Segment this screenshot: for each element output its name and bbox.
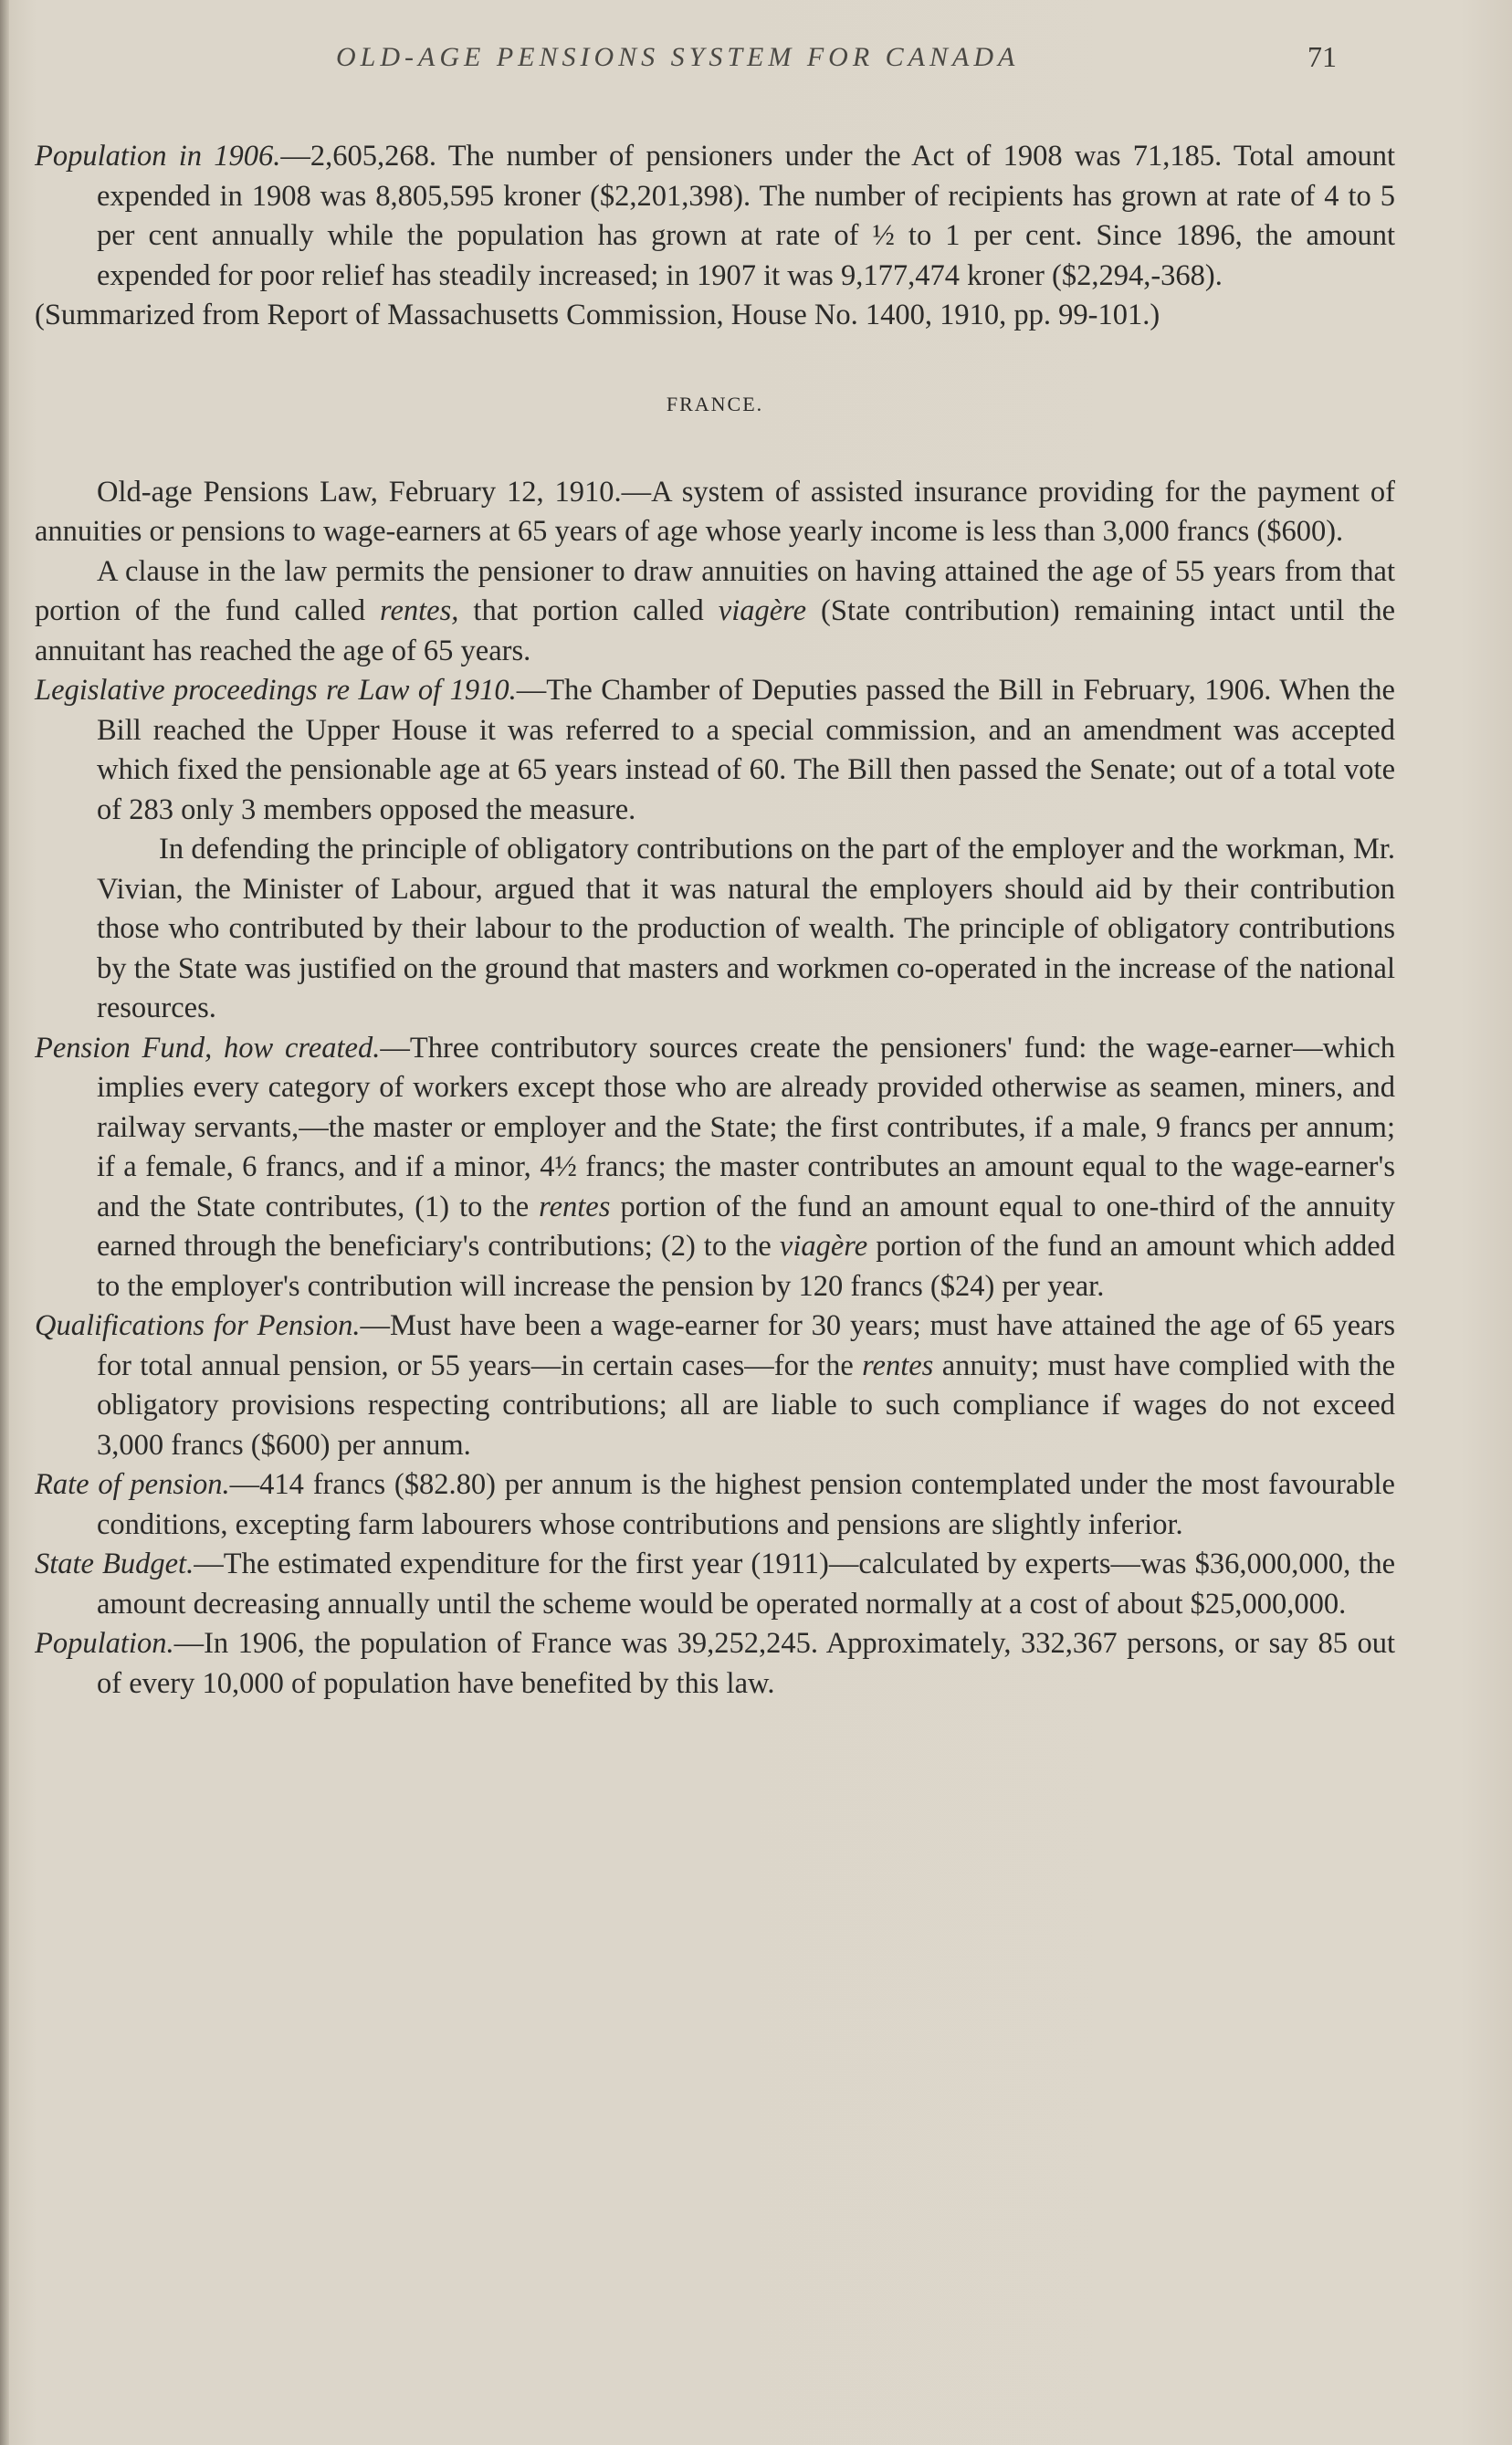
term-rentes-qual: rentes (862, 1348, 934, 1382)
qual-text-2: annuity; must have complied with the obligatory provisions respecting contributions; all are liable to such compliance if wages do not exceed 3,000 francs ($600) per annum. (97, 1348, 1395, 1462)
text-legislative: —The Chamber of Deputies passed the Bill in February, 1906. When the Bill reached the Upper House it was referred to a special commission, and an amendment was accepted which fixed the pensionable age at 65 years instead of 60. The Bill then passed the Senate; out of a total vote of 283 only 3 members opposed the measure. (97, 674, 1395, 826)
text-state-budget: —The estimated expenditure for the first year (1911)—calculated by experts—was $36,000,000, the amount decreasing annually until the scheme would be operated normally at a cost of about $25,000,000. (97, 1548, 1395, 1621)
text-population-france: —In 1906, the population of France was 39,252,245. Approximately, 332,367 persons, or say 85 out of every 10,000 of population have benefited by this law. (97, 1627, 1395, 1700)
heading-legislative: Legislative proceedings re Law of 1910. (35, 674, 517, 707)
term-viagere: viagère (718, 594, 807, 627)
fund-text-1: —Three contributory sources create the pensioners' fund: the wage-earner—which implies every category of workers except those who are already provided otherwise as seamen, miners, and railway servants,—the master or employer and the State; the first contributes, if a male, 9 francs per annum; if a female, 6 francs, and if a minor, 4½ francs; the master contributes an amount equal to the wage-earner's and the State contributes, (1) to the (97, 1031, 1395, 1223)
paragraph-legislative (35, 671, 1395, 830)
heading-population-france: Population. (35, 1627, 174, 1660)
term-rentes-fund: rentes (539, 1190, 611, 1223)
paragraph-population-france (35, 1624, 1395, 1704)
paragraph-state-budget (35, 1545, 1395, 1624)
fund-text-2: portion of the fund an amount equal to one-third of the annuity earned through the beneficiary's contributions; (2) to the (97, 1190, 1395, 1263)
running-title: OLD-AGE PENSIONS SYSTEM FOR CANADA (336, 42, 1020, 72)
clause-text-1: A clause in the law permits the pensioner to draw annuities on having attained the age of 55 years from that portion of the fund called (35, 554, 1395, 627)
clause-text-2: that portion called (458, 594, 719, 627)
paragraph-rate (35, 1465, 1395, 1545)
heading-population-1906: Population in 1906. (35, 140, 281, 173)
page-binding-edge (0, 0, 9, 2445)
paragraph-pension-fund (35, 1029, 1395, 1307)
fund-text-3: portion of the fund an amount which added to the employer's contribution will increase the pension by 120 francs ($24) per year. (97, 1230, 1395, 1303)
page-number: 71 (1307, 40, 1337, 73)
paragraph-defending: In defending the principle of obligatory contributions on the part of the employer and the workman, Mr. Vivian, the Minister of Labour, argued that it was natural the employers should aid by their contribution those who contributed by their labour to the production of wealth. The principle of obligatory contributions by the State was justified on the ground that masters and workmen co-operated in the increase of the national resources. (97, 833, 1395, 1024)
term-viagere-fund: viagère (779, 1230, 868, 1263)
heading-state-budget: State Budget. (35, 1548, 194, 1580)
paragraph-clause (35, 552, 1395, 672)
qual-text-1: —Must have been a wage-earner for 30 years; must have attained the age of 65 years for total annual pension, or 55 years—in certain cases—for the (97, 1309, 1395, 1382)
paragraph-qualifications (35, 1306, 1395, 1465)
clause-text-3: (State contribution) remaining intact until the annuitant has reached the age of 65 years. (35, 594, 1395, 667)
heading-qualifications: Qualifications for Pension. (35, 1309, 361, 1342)
paragraph-population-1906 (35, 137, 1395, 296)
body-text (35, 137, 1395, 1704)
text-rate: —414 francs ($82.80) per annum is the highest pension contemplated under the most favourable conditions, excepting farm labourers whose contributions and pensions are slightly inferior. (97, 1468, 1395, 1541)
paragraph-law-intro: Old-age Pensions Law, February 12, 1910.—A system of assisted insurance providing for the payment of annuities or pensions to wage-earners at 65 years of age whose yearly income is less than 3,000 francs ($600). (35, 475, 1395, 548)
term-rentes: rentes, (380, 594, 459, 627)
heading-rate: Rate of pension. (35, 1468, 230, 1501)
text-population-1906: —2,605,268. The number of pensioners under the Act of 1908 was 71,185. Total amount expended in 1908 was 8,805,595 kroner ($2,201,398). The number of recipients has grown at rate of 4 to 5 per cent annually while the population has grown at rate of ½ to 1 per cent. Since 1896, the amount expended for poor relief has steadily increased; in 1907 it was 9,177,474 kroner ($2,294,-368). (97, 140, 1395, 292)
heading-pension-fund: Pension Fund, how created. (35, 1031, 381, 1065)
source-note: (Summarized from Report of Massachusetts Commission, House No. 1400, 1910, pp. 99-101.) (35, 299, 1160, 331)
section-title-france: FRANCE. (666, 392, 764, 415)
